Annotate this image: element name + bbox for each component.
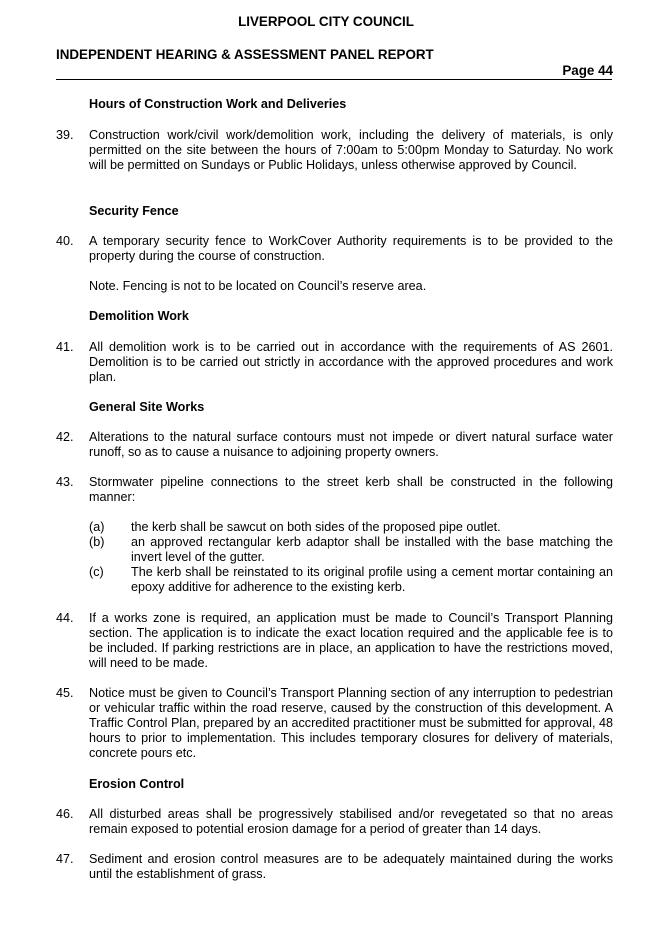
sub-item-b (89, 535, 613, 565)
sub-item-text: The kerb shall be reinstated to its original profile using a cement mortar containing an epoxy additive for adherence to the existing kerb. (131, 565, 613, 594)
condition-number: 44. (56, 611, 74, 625)
heading-erosion: Erosion Control (89, 777, 185, 791)
condition-text: All demolition work is to be carried out in accordance with the requirements of AS 2601. Demolition is to be carried out strictly in accordance with the approved procedures and work plan. (89, 340, 613, 384)
heading-hours: Hours of Construction Work and Deliveries (89, 97, 347, 111)
heading-demolition: Demolition Work (89, 309, 189, 323)
condition-number: 42. (56, 430, 74, 444)
sub-item-label: (b) (89, 535, 105, 549)
condition-number: 40. (56, 234, 74, 248)
condition-47 (56, 852, 613, 882)
note-40: Note. Fencing is not to be located on Council’s reserve area. (89, 279, 427, 293)
condition-number: 47. (56, 852, 74, 866)
sub-item-c (89, 565, 613, 595)
condition-text: Alterations to the natural surface contours must not impede or divert natural surface water runoff, so as to cause a nuisance to adjoining property owners. (89, 430, 613, 459)
condition-text: Sediment and erosion control measures are to be adequately maintained during the works until the establishment of grass. (89, 852, 613, 881)
header-rule (56, 79, 612, 80)
heading-security: Security Fence (89, 204, 179, 218)
condition-44 (56, 611, 613, 671)
condition-text: Stormwater pipeline connections to the street kerb shall be constructed in the following manner: (89, 475, 613, 504)
page-number: Page 44 (562, 63, 613, 78)
condition-43 (56, 475, 613, 505)
condition-text: Construction work/civil work/demolition work, including the delivery of materials, is only permitted on the site between the hours of 7:00am to 5:00pm Monday to Saturday. No work will be permitted on Sundays or Public Holidays, unless otherwise approved by Council. (89, 128, 613, 172)
condition-40 (56, 234, 613, 264)
condition-number: 41. (56, 340, 74, 354)
condition-41 (56, 340, 613, 385)
condition-39 (56, 128, 613, 173)
condition-number: 46. (56, 807, 74, 821)
sub-item-a (89, 520, 613, 535)
report-title: INDEPENDENT HEARING & ASSESSMENT PANEL REPORT (56, 47, 434, 62)
condition-42 (56, 430, 613, 460)
condition-number: 39. (56, 128, 74, 142)
condition-text: All disturbed areas shall be progressively stabilised and/or revegetated so that no areas remain exposed to potential erosion damage for a period of greater than 14 days. (89, 807, 613, 836)
condition-text: If a works zone is required, an application must be made to Council’s Transport Planning section. The application is to indicate the exact location required and the applicable fee is to be included. If parking restrictions are in place, an application to have the restrictions moved, will need to be made. (89, 611, 613, 670)
sub-item-text: an approved rectangular kerb adaptor shall be installed with the base matching the invert level of the gutter. (131, 535, 613, 564)
sub-item-label: (c) (89, 565, 104, 579)
condition-text: A temporary security fence to WorkCover Authority requirements is to be provided to the property during the course of construction. (89, 234, 613, 263)
condition-number: 43. (56, 475, 74, 489)
sub-item-text: the kerb shall be sawcut on both sides of the proposed pipe outlet. (131, 520, 501, 534)
condition-45 (56, 686, 613, 761)
condition-number: 45. (56, 686, 74, 700)
condition-46 (56, 807, 613, 837)
condition-text: Notice must be given to Council’s Transport Planning section of any interruption to pedestrian or vehicular traffic within the road reserve, caused by the construction of this development. A Traffic Control Plan, prepared by an accredited practitioner must be submitted for approval, 48 hours to prior to implementation. This includes temporary closures for delivery of materials, concrete pours etc. (89, 686, 613, 760)
council-title: LIVERPOOL CITY COUNCIL (238, 14, 414, 29)
heading-general: General Site Works (89, 400, 205, 414)
sub-item-label: (a) (89, 520, 105, 534)
